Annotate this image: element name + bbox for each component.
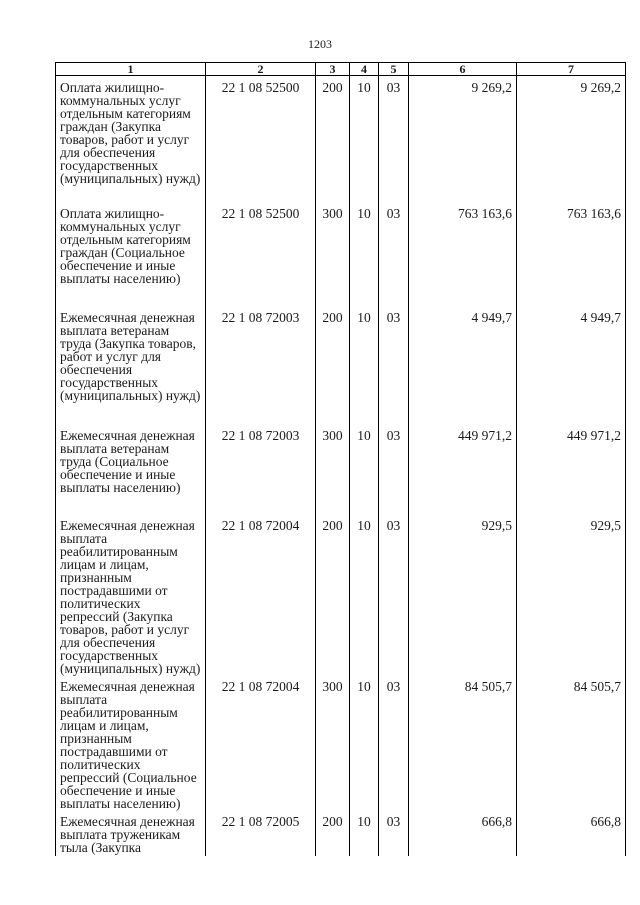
row-col5: 03 (379, 76, 409, 202)
row-col3: 300 (316, 424, 350, 514)
table-row (56, 424, 626, 514)
row-value-6: 666,8 (409, 810, 517, 856)
column-header-1: 1 (56, 63, 206, 76)
row-value-6: 449 971,2 (409, 424, 517, 514)
row-name: Ежемесячная денежная выплата реабилитированным лицам и лицам, признанным пострадавшими от политических репрессий (Закупка товаров, работ и услуг для обеспечения государственных (муниципальных) нужд) (56, 514, 206, 675)
row-name: Ежемесячная денежная выплата ветеранам труда (Социальное обеспечение и иные выплаты населению) (56, 424, 206, 514)
row-col4: 10 (350, 202, 379, 306)
row-col4: 10 (350, 424, 379, 514)
row-value-7: 929,5 (517, 514, 626, 675)
column-header-5: 5 (379, 63, 409, 76)
row-name: Ежемесячная денежная выплата ветеранам труда (Закупка товаров, работ и услуг для обеспечения государственных (муниципальных) нужд) (56, 306, 206, 424)
table-row (56, 810, 626, 856)
row-col5: 03 (379, 810, 409, 856)
row-value-7: 4 949,7 (517, 306, 626, 424)
row-value-6: 929,5 (409, 514, 517, 675)
row-col5: 03 (379, 675, 409, 810)
row-value-7: 763 163,6 (517, 202, 626, 306)
column-header-6: 6 (409, 63, 517, 76)
row-value-7: 449 971,2 (517, 424, 626, 514)
table-row (56, 76, 626, 202)
row-value-7: 84 505,7 (517, 675, 626, 810)
row-col3: 300 (316, 675, 350, 810)
row-col3: 300 (316, 202, 350, 306)
row-col5: 03 (379, 424, 409, 514)
row-value-7: 9 269,2 (517, 76, 626, 202)
row-name: Оплата жилищно-коммунальных услуг отдельным категориям граждан (Закупка товаров, работ и услуг для обеспечения государственных (муниципальных) нужд) (56, 76, 206, 202)
row-col4: 10 (350, 76, 379, 202)
row-code: 22 1 08 72005 (206, 810, 316, 856)
row-code: 22 1 08 52500 (206, 76, 316, 202)
column-header-2: 2 (206, 63, 316, 76)
row-col5: 03 (379, 306, 409, 424)
row-code: 22 1 08 72004 (206, 675, 316, 810)
table-row (56, 202, 626, 306)
row-col5: 03 (379, 514, 409, 675)
row-name: Оплата жилищно-коммунальных услуг отдельным категориям граждан (Социальное обеспечение и иные выплаты населению) (56, 202, 206, 306)
row-name: Ежемесячная денежная выплата реабилитированным лицам и лицам, признанным пострадавшими от политических репрессий (Социальное обеспечение и иные выплаты населению) (56, 675, 206, 810)
row-value-6: 9 269,2 (409, 76, 517, 202)
row-code: 22 1 08 52500 (206, 202, 316, 306)
table-row (56, 514, 626, 675)
row-col3: 200 (316, 810, 350, 856)
row-value-6: 84 505,7 (409, 675, 517, 810)
row-value-6: 763 163,6 (409, 202, 517, 306)
row-col3: 200 (316, 514, 350, 675)
row-col3: 200 (316, 76, 350, 202)
row-col4: 10 (350, 810, 379, 856)
row-code: 22 1 08 72003 (206, 306, 316, 424)
column-header-3: 3 (316, 63, 350, 76)
row-value-6: 4 949,7 (409, 306, 517, 424)
budget-table (55, 62, 626, 856)
row-col4: 10 (350, 306, 379, 424)
table-row (56, 306, 626, 424)
row-col5: 03 (379, 202, 409, 306)
row-col3: 200 (316, 306, 350, 424)
row-col4: 10 (350, 675, 379, 810)
page-number: 1203 (308, 37, 332, 51)
row-code: 22 1 08 72003 (206, 424, 316, 514)
row-code: 22 1 08 72004 (206, 514, 316, 675)
table-row (56, 675, 626, 810)
row-name: Ежемесячная денежная выплата труженикам тыла (Закупка (56, 810, 206, 856)
column-header-7: 7 (517, 63, 626, 76)
column-header-4: 4 (350, 63, 379, 76)
table-header-row (56, 63, 626, 76)
row-col4: 10 (350, 514, 379, 675)
row-value-7: 666,8 (517, 810, 626, 856)
